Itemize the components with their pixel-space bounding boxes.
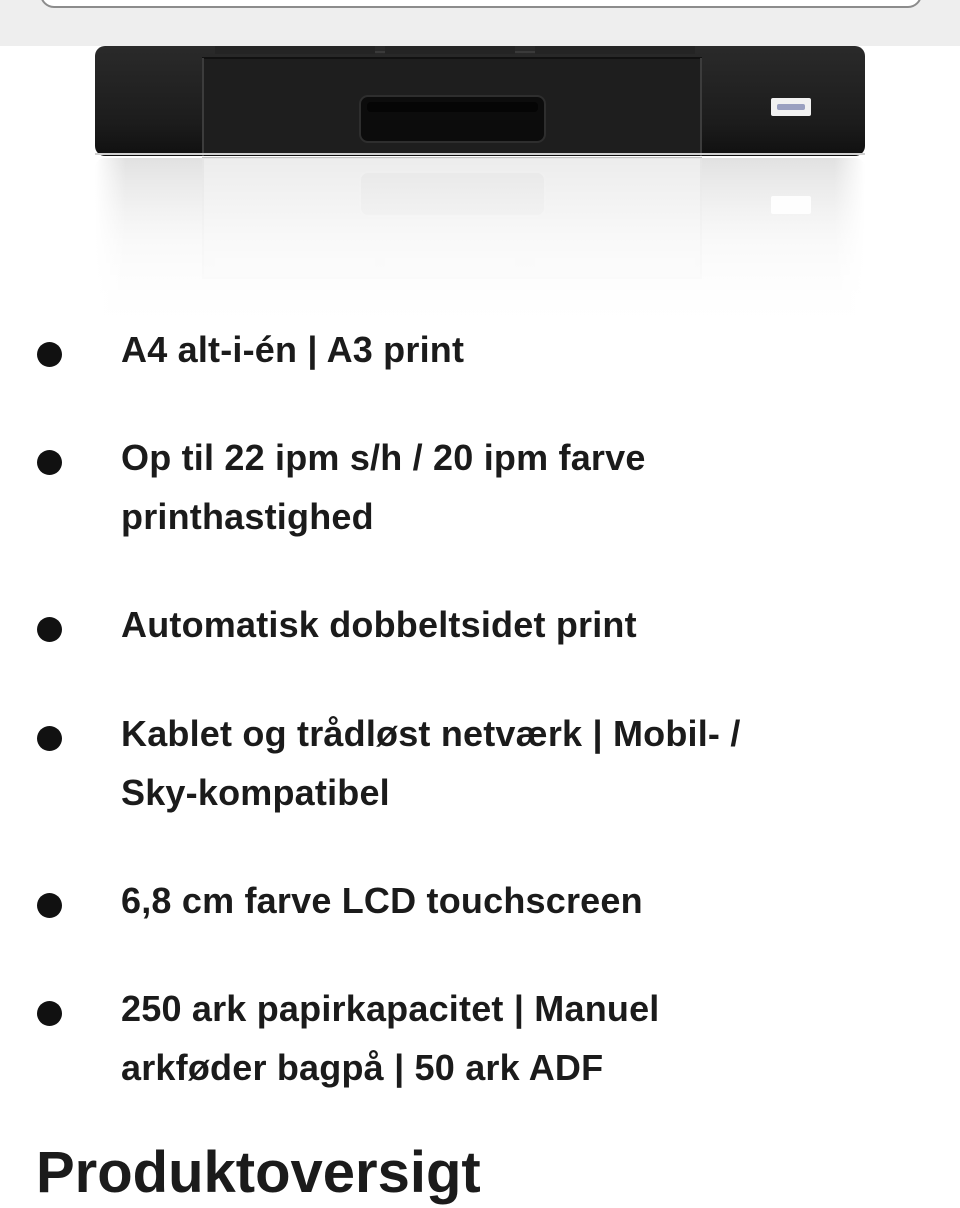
feature-text <box>121 979 841 1097</box>
bullet-icon <box>37 1001 62 1026</box>
feature-line: printhastighed <box>121 496 374 537</box>
feature-text <box>121 320 841 379</box>
bullet-icon <box>37 450 62 475</box>
printer-image <box>95 46 865 326</box>
bullet-icon <box>37 342 62 367</box>
feature-text <box>121 704 841 822</box>
feature-line: 6,8 cm farve LCD touchscreen <box>121 880 643 921</box>
bullet-icon <box>37 617 62 642</box>
feature-line: Sky-kompatibel <box>121 772 390 813</box>
feature-line: Automatisk dobbeltsidet print <box>121 604 637 645</box>
feature-line: arkføder bagpå | 50 ark ADF <box>121 1047 604 1088</box>
feature-line: Kablet og trådløst netværk | Mobil- / <box>121 713 741 754</box>
feature-text <box>121 428 841 546</box>
feature-line: 250 ark papirkapacitet | Manuel <box>121 988 660 1029</box>
bullet-icon <box>37 893 62 918</box>
feature-text <box>121 871 841 930</box>
feature-line: A4 alt-i-én | A3 print <box>121 329 465 370</box>
browser-toolbar <box>0 0 960 46</box>
feature-text <box>121 595 841 654</box>
feature-line: Op til 22 ipm s/h / 20 ipm farve <box>121 437 646 478</box>
bullet-icon <box>37 726 62 751</box>
address-bar[interactable] <box>40 0 922 8</box>
section-heading: Produktoversigt <box>36 1140 481 1205</box>
